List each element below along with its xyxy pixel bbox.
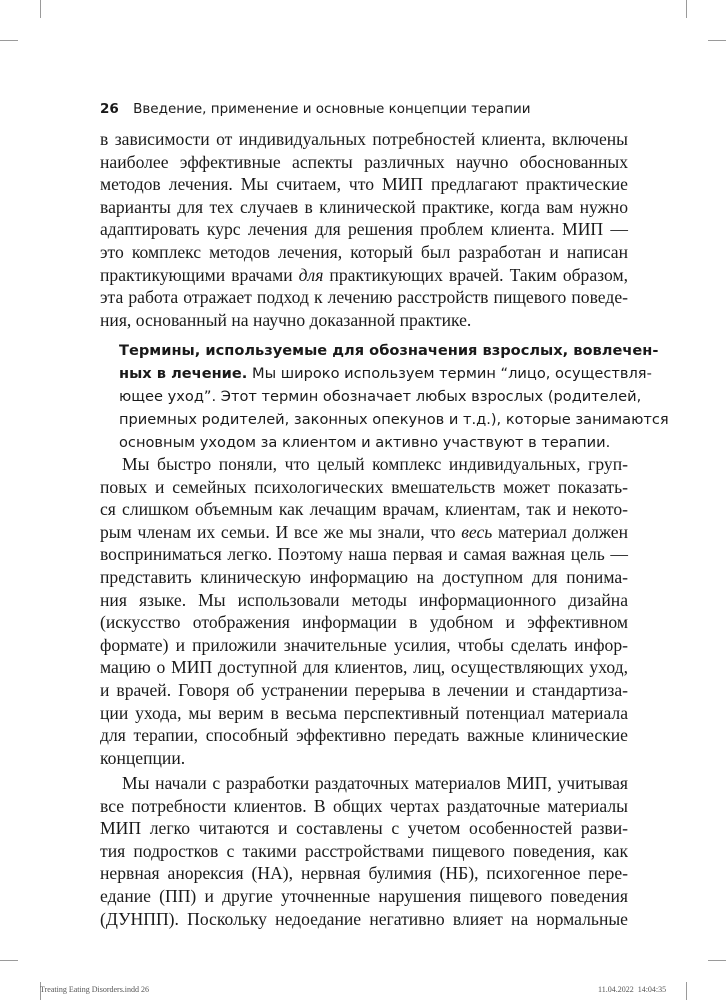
- text-line: (ДУНПП). Поскольку недоедание негативно влияет на нормальные: [100, 908, 628, 929]
- text-line: представить клиническую информацию на доступном для понима-: [100, 566, 628, 587]
- text-line: [100, 521, 628, 544]
- text-line: Мы быстро поняли, что целый комплекс индивидуальных, груп-: [122, 454, 628, 474]
- crop-mark: [708, 960, 726, 961]
- paragraph-2: [100, 453, 628, 769]
- text-line: мацию о МИП доступной для клиентов, лиц, осуществляющих уход,: [100, 657, 628, 678]
- crop-mark: [0, 40, 18, 41]
- text-line: едание (ПП) и другие уточненные нарушения пищевого поведения: [100, 885, 628, 906]
- slug-file-name: Treating Eating Disorders.indd 26: [40, 985, 150, 994]
- text-line: эта работа отражает подход к лечению расстройств пищевого поведе-: [100, 287, 628, 308]
- text-run: рым членам их семьи. И все же мы знали, что: [100, 521, 462, 542]
- text-line: адаптировать курс лечения для решения проблем клиента. МИП —: [100, 219, 628, 240]
- emphasis: для: [298, 264, 324, 285]
- text-line: Мы начали с разработки раздаточных материалов МИП, учитывая: [122, 773, 628, 793]
- text-line: ся слишком объемным как лечащим врачам, клиентам, так и некото-: [100, 499, 628, 520]
- text-line: для терапии, способный эффективно передать важные клинические: [100, 725, 628, 746]
- slug-time: 14:04:35: [637, 985, 667, 994]
- text-run: практикующими врачами: [100, 264, 299, 285]
- text-run: материал должен: [492, 521, 628, 542]
- text-line: приемных родителей, законных опекунов и т.д.), которые занимаются: [119, 411, 669, 428]
- text-line: ния языке. Мы использовали методы информационного дизайна: [100, 589, 628, 610]
- running-title: Введение, применение и основные концепции терапии: [133, 101, 531, 117]
- text-run: практикующих врачей. Таким образом,: [323, 264, 629, 285]
- text-line: варианты для тех случаев в клинической практике, когда вам нужно: [100, 196, 628, 217]
- note-heading: Термины, используемые для обозначения взрослых, вовлечен-: [119, 342, 659, 359]
- slug-timestamp: [598, 985, 666, 994]
- text-line: в зависимости от индивидуальных потребностей клиента, включены: [100, 129, 628, 149]
- text-run: Мы широко используем термин “лицо, осуществля-: [247, 365, 652, 382]
- text-line: и врачей. Говоря об устранении перерыва в лечении и стандартиза-: [100, 679, 628, 700]
- text-line: все потребности клиентов. В общих чертах раздаточные материалы: [100, 795, 628, 816]
- text-line: основным уходом за клиентом и активно участвуют в терапии.: [119, 434, 611, 451]
- terminology-note: [119, 339, 669, 454]
- text-line: восприниматься легко. Поэтому наша первая и самая важная цель —: [100, 544, 628, 565]
- paragraph-3: [100, 772, 628, 930]
- page-number: 26: [100, 101, 119, 117]
- text-line: повых и семейных психологических вмешательств может показать-: [100, 476, 628, 497]
- text-line: ния, основанный на научно доказанной практике.: [100, 309, 472, 330]
- crop-mark: [686, 982, 687, 1000]
- crop-mark: [708, 40, 726, 41]
- note-heading: ных в лечение.: [119, 365, 248, 382]
- emphasis: весь: [461, 521, 493, 542]
- crop-mark: [0, 960, 18, 961]
- crop-mark: [686, 0, 687, 18]
- text-line: (искусство отображения информации в удобном и эффективном: [100, 612, 628, 633]
- text-line: [100, 264, 628, 287]
- text-line: наиболее эффективные аспекты различных научно обоснованных: [100, 151, 628, 172]
- text-line: концепции.: [100, 747, 186, 768]
- text-line: [119, 362, 652, 385]
- text-line: ции ухода, мы верим в весьма перспективный потенциал материала: [100, 702, 628, 723]
- text-line: нервная анорексия (НА), нервная булимия (НБ), психогенное пере-: [100, 863, 628, 884]
- slug-date: 11.04.2022: [598, 985, 634, 994]
- running-head: [100, 99, 640, 119]
- text-line: формате) и приложили значительные усилия, чтобы сделать инфор-: [100, 634, 628, 655]
- text-line: МИП легко читаются и составлены с учетом особенностей разви-: [100, 818, 628, 839]
- text-line: ющее уход”. Этот термин обозначает любых взрослых (родителей,: [119, 388, 642, 405]
- paragraph-1: [100, 128, 628, 331]
- text-line: тия подростков с такими расстройствами пищевого поведения, как: [100, 840, 628, 861]
- text-line: это комплекс методов лечения, который был разработан и написан: [100, 241, 628, 262]
- crop-mark: [40, 0, 41, 18]
- text-line: методов лечения. Мы считаем, что МИП предлагают практические: [100, 174, 628, 195]
